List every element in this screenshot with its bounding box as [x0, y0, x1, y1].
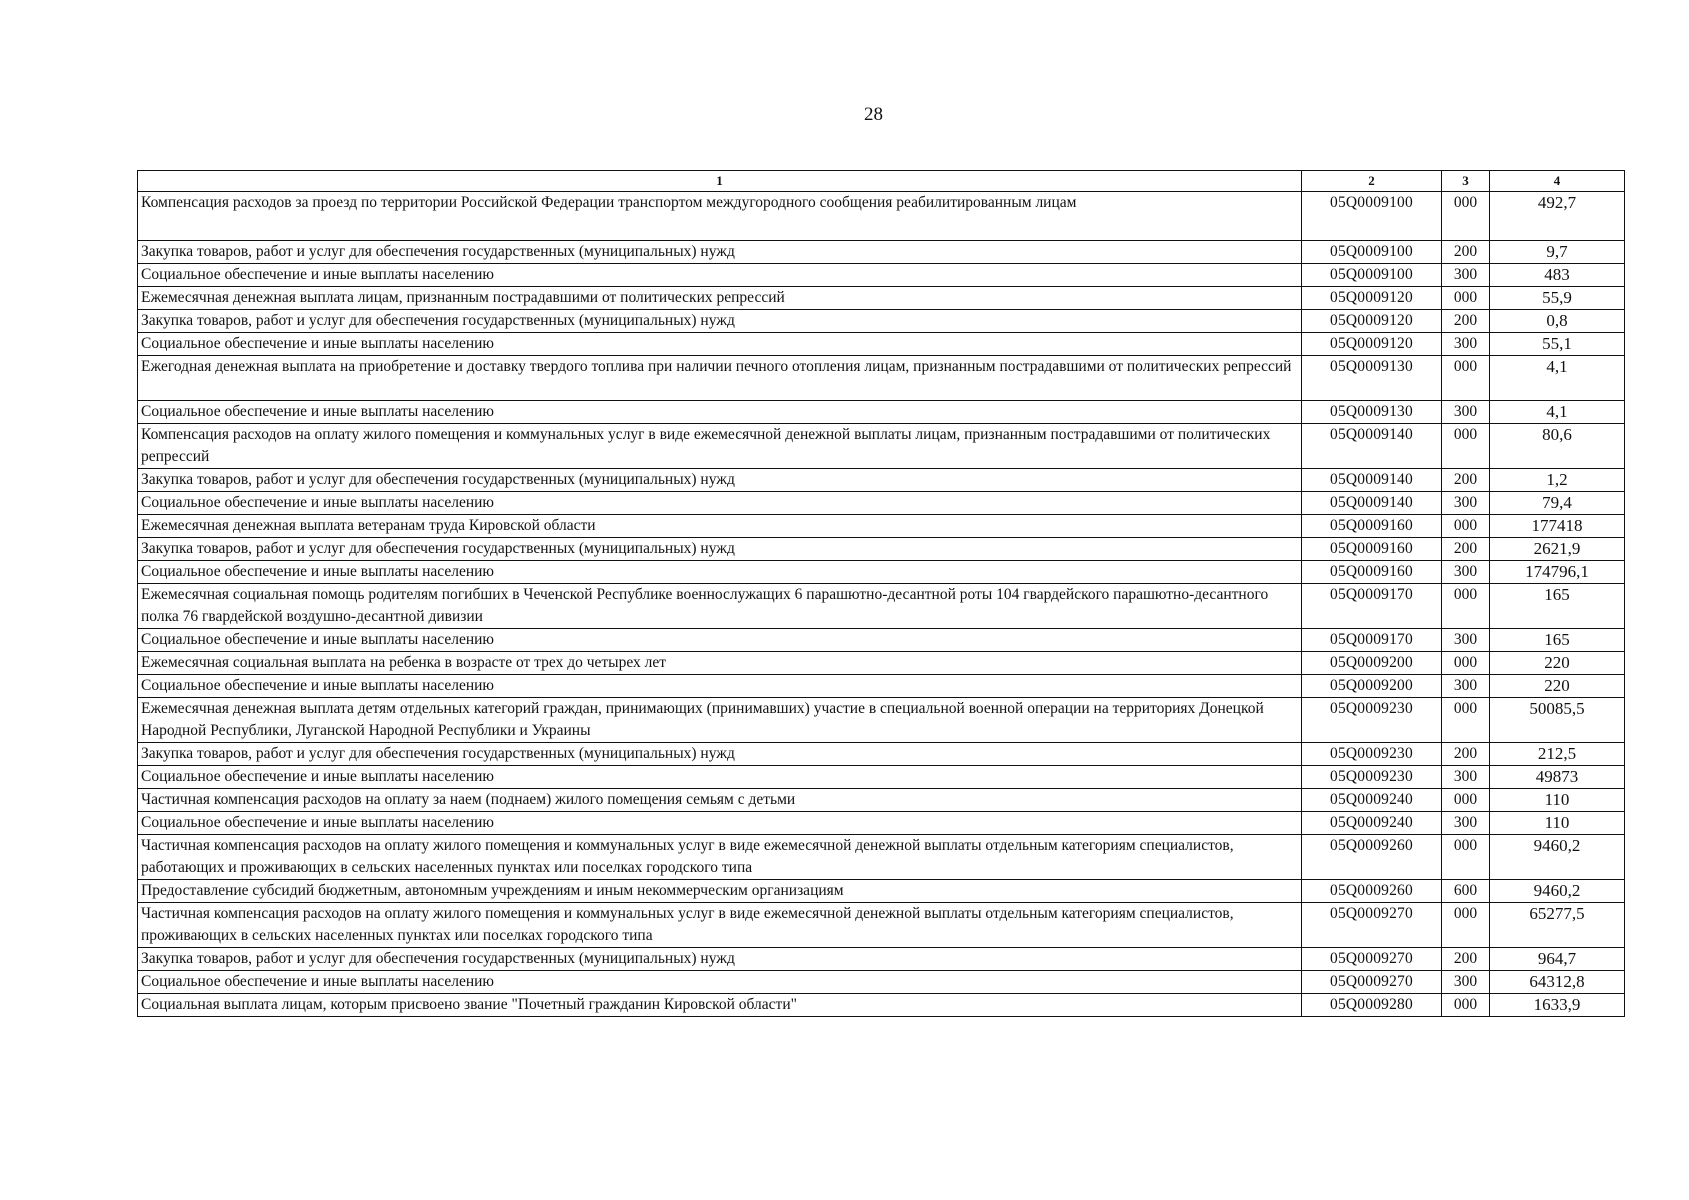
- page-number: 28: [864, 104, 883, 125]
- row-code-cell: 05Q0009100: [1302, 192, 1442, 241]
- row-name-cell: Закупка товаров, работ и услуг для обеспечения государственных (муниципальных) нужд: [138, 743, 1302, 766]
- row-sum-cell: 65277,5: [1490, 903, 1625, 948]
- row-name-cell: Социальное обеспечение и иные выплаты населению: [138, 401, 1302, 424]
- row-type-cell: 300: [1442, 766, 1490, 789]
- row-type-cell: 200: [1442, 241, 1490, 264]
- row-sum-cell: 964,7: [1490, 948, 1625, 971]
- row-type-cell: 000: [1442, 652, 1490, 675]
- row-code-cell: 05Q0009160: [1302, 538, 1442, 561]
- row-type-cell: 200: [1442, 310, 1490, 333]
- table-row: [138, 994, 1625, 1017]
- row-code-cell: 05Q0009120: [1302, 333, 1442, 356]
- row-name-cell: Компенсация расходов за проезд по территории Российской Федерации транспортом междугородного сообщения реабилитированным лицам: [138, 192, 1302, 241]
- row-sum-cell: 110: [1490, 789, 1625, 812]
- row-sum-cell: 220: [1490, 675, 1625, 698]
- header-cell-code: 2: [1302, 171, 1442, 192]
- header-cell-type: 3: [1442, 171, 1490, 192]
- header-row: [138, 171, 1625, 192]
- row-name-cell: Социальное обеспечение и иные выплаты населению: [138, 766, 1302, 789]
- row-sum-cell: 165: [1490, 584, 1625, 629]
- row-code-cell: 05Q0009140: [1302, 492, 1442, 515]
- row-code-cell: 05Q0009160: [1302, 515, 1442, 538]
- row-type-cell: 200: [1442, 469, 1490, 492]
- row-sum-cell: 177418: [1490, 515, 1625, 538]
- row-sum-cell: 483: [1490, 264, 1625, 287]
- row-name-cell: Социальное обеспечение и иные выплаты населению: [138, 812, 1302, 835]
- row-sum-cell: 4,1: [1490, 401, 1625, 424]
- row-sum-cell: 55,1: [1490, 333, 1625, 356]
- row-code-cell: 05Q0009200: [1302, 675, 1442, 698]
- row-type-cell: 000: [1442, 789, 1490, 812]
- row-code-cell: 05Q0009140: [1302, 424, 1442, 469]
- row-name-cell: Закупка товаров, работ и услуг для обеспечения государственных (муниципальных) нужд: [138, 469, 1302, 492]
- row-code-cell: 05Q0009280: [1302, 994, 1442, 1017]
- table-row: [138, 675, 1625, 698]
- table-row: [138, 401, 1625, 424]
- row-type-cell: 300: [1442, 812, 1490, 835]
- row-type-cell: 000: [1442, 835, 1490, 880]
- table-row: [138, 264, 1625, 287]
- row-code-cell: 05Q0009240: [1302, 789, 1442, 812]
- row-sum-cell: 0,8: [1490, 310, 1625, 333]
- table-row: [138, 241, 1625, 264]
- table-row: [138, 310, 1625, 333]
- row-code-cell: 05Q0009230: [1302, 743, 1442, 766]
- row-name-cell: Социальное обеспечение и иные выплаты населению: [138, 492, 1302, 515]
- row-name-cell: Закупка товаров, работ и услуг для обеспечения государственных (муниципальных) нужд: [138, 310, 1302, 333]
- row-name-cell: Частичная компенсация расходов на оплату жилого помещения и коммунальных услуг в виде ежемесячной денежной выплаты отдельным категориям специалистов, работающих и проживающих в сельских населенных пунктах или поселках городского типа: [138, 835, 1302, 880]
- row-code-cell: 05Q0009160: [1302, 561, 1442, 584]
- row-name-cell: Закупка товаров, работ и услуг для обеспечения государственных (муниципальных) нужд: [138, 948, 1302, 971]
- row-name-cell: Социальное обеспечение и иные выплаты населению: [138, 971, 1302, 994]
- row-sum-cell: 492,7: [1490, 192, 1625, 241]
- row-code-cell: 05Q0009260: [1302, 880, 1442, 903]
- table-row: [138, 192, 1625, 241]
- table-row: [138, 629, 1625, 652]
- row-sum-cell: 1,2: [1490, 469, 1625, 492]
- row-type-cell: 200: [1442, 538, 1490, 561]
- row-sum-cell: 110: [1490, 812, 1625, 835]
- row-name-cell: Социальная выплата лицам, которым присвоено звание "Почетный гражданин Кировской области": [138, 994, 1302, 1017]
- row-name-cell: Закупка товаров, работ и услуг для обеспечения государственных (муниципальных) нужд: [138, 241, 1302, 264]
- row-name-cell: Ежемесячная денежная выплата лицам, признанным пострадавшими от политических репрессий: [138, 287, 1302, 310]
- row-sum-cell: 50085,5: [1490, 698, 1625, 743]
- budget-table: [137, 170, 1625, 1017]
- row-sum-cell: 212,5: [1490, 743, 1625, 766]
- row-code-cell: 05Q0009170: [1302, 629, 1442, 652]
- table-row: [138, 356, 1625, 401]
- row-code-cell: 05Q0009270: [1302, 971, 1442, 994]
- row-type-cell: 000: [1442, 584, 1490, 629]
- table-row: [138, 971, 1625, 994]
- row-type-cell: 300: [1442, 629, 1490, 652]
- table-row: [138, 515, 1625, 538]
- table-row: [138, 835, 1625, 880]
- row-type-cell: 200: [1442, 743, 1490, 766]
- row-code-cell: 05Q0009140: [1302, 469, 1442, 492]
- row-sum-cell: 2621,9: [1490, 538, 1625, 561]
- row-code-cell: 05Q0009120: [1302, 287, 1442, 310]
- row-code-cell: 05Q0009130: [1302, 356, 1442, 401]
- row-type-cell: 000: [1442, 994, 1490, 1017]
- row-type-cell: 000: [1442, 287, 1490, 310]
- row-sum-cell: 165: [1490, 629, 1625, 652]
- row-name-cell: Ежемесячная социальная выплата на ребенка в возрасте от трех до четырех лет: [138, 652, 1302, 675]
- table-row: [138, 948, 1625, 971]
- row-code-cell: 05Q0009270: [1302, 948, 1442, 971]
- row-name-cell: Ежемесячная социальная помощь родителям погибших в Чеченской Республике военнослужащих 6 парашютно-десантной роты 104 гвардейского парашютно-десантного полка 76 гвардейской воздушно-десантной дивизии: [138, 584, 1302, 629]
- header-cell-name: 1: [138, 171, 1302, 192]
- row-code-cell: 05Q0009230: [1302, 766, 1442, 789]
- table-row: [138, 766, 1625, 789]
- table-row: [138, 789, 1625, 812]
- row-type-cell: 000: [1442, 424, 1490, 469]
- table-body: [138, 192, 1625, 1017]
- row-sum-cell: 4,1: [1490, 356, 1625, 401]
- row-type-cell: 200: [1442, 948, 1490, 971]
- row-sum-cell: 174796,1: [1490, 561, 1625, 584]
- row-code-cell: 05Q0009120: [1302, 310, 1442, 333]
- row-code-cell: 05Q0009260: [1302, 835, 1442, 880]
- row-code-cell: 05Q0009130: [1302, 401, 1442, 424]
- row-sum-cell: 49873: [1490, 766, 1625, 789]
- row-sum-cell: 64312,8: [1490, 971, 1625, 994]
- row-type-cell: 000: [1442, 192, 1490, 241]
- table-row: [138, 469, 1625, 492]
- row-name-cell: Предоставление субсидий бюджетным, автономным учреждениям и иным некоммерческим организациям: [138, 880, 1302, 903]
- row-code-cell: 05Q0009170: [1302, 584, 1442, 629]
- row-name-cell: Частичная компенсация расходов на оплату жилого помещения и коммунальных услуг в виде ежемесячной денежной выплаты отдельным категориям специалистов, проживающих в сельских населенных пунктах или поселках городского типа: [138, 903, 1302, 948]
- table-row: [138, 903, 1625, 948]
- row-name-cell: Социальное обеспечение и иные выплаты населению: [138, 264, 1302, 287]
- row-type-cell: 300: [1442, 264, 1490, 287]
- row-type-cell: 600: [1442, 880, 1490, 903]
- row-type-cell: 300: [1442, 333, 1490, 356]
- row-code-cell: 05Q0009200: [1302, 652, 1442, 675]
- row-name-cell: Ежемесячная денежная выплата ветеранам труда Кировской области: [138, 515, 1302, 538]
- row-sum-cell: 79,4: [1490, 492, 1625, 515]
- header-cell-sum: 4: [1490, 171, 1625, 192]
- table-row: [138, 652, 1625, 675]
- row-type-cell: 300: [1442, 492, 1490, 515]
- row-sum-cell: 220: [1490, 652, 1625, 675]
- row-code-cell: 05Q0009270: [1302, 903, 1442, 948]
- row-name-cell: Ежегодная денежная выплата на приобретение и доставку твердого топлива при наличии печного отопления лицам, признанным пострадавшими от политических репрессий: [138, 356, 1302, 401]
- table-row: [138, 584, 1625, 629]
- row-code-cell: 05Q0009230: [1302, 698, 1442, 743]
- row-type-cell: 000: [1442, 903, 1490, 948]
- row-name-cell: Социальное обеспечение и иные выплаты населению: [138, 561, 1302, 584]
- table-row: [138, 880, 1625, 903]
- table-row: [138, 333, 1625, 356]
- row-code-cell: 05Q0009100: [1302, 241, 1442, 264]
- row-sum-cell: 80,6: [1490, 424, 1625, 469]
- row-name-cell: Частичная компенсация расходов на оплату за наем (поднаем) жилого помещения семьям с детьми: [138, 789, 1302, 812]
- row-name-cell: Социальное обеспечение и иные выплаты населению: [138, 333, 1302, 356]
- row-name-cell: Ежемесячная денежная выплата детям отдельных категорий граждан, принимающих (принимавших) участие в специальной военной операции на территориях Донецкой Народной Республики, Луганской Народной Республики и Украины: [138, 698, 1302, 743]
- row-name-cell: Компенсация расходов на оплату жилого помещения и коммунальных услуг в виде ежемесячной денежной выплаты лицам, признанным пострадавшими от политических репрессий: [138, 424, 1302, 469]
- table-row: [138, 698, 1625, 743]
- table-row: [138, 812, 1625, 835]
- table-row: [138, 287, 1625, 310]
- row-type-cell: 300: [1442, 401, 1490, 424]
- row-sum-cell: 9460,2: [1490, 880, 1625, 903]
- row-type-cell: 000: [1442, 698, 1490, 743]
- row-name-cell: Социальное обеспечение и иные выплаты населению: [138, 675, 1302, 698]
- table-row: [138, 538, 1625, 561]
- row-code-cell: 05Q0009240: [1302, 812, 1442, 835]
- row-sum-cell: 1633,9: [1490, 994, 1625, 1017]
- row-name-cell: Социальное обеспечение и иные выплаты населению: [138, 629, 1302, 652]
- row-sum-cell: 9,7: [1490, 241, 1625, 264]
- table-row: [138, 492, 1625, 515]
- row-type-cell: 000: [1442, 356, 1490, 401]
- row-type-cell: 300: [1442, 675, 1490, 698]
- row-type-cell: 300: [1442, 971, 1490, 994]
- row-name-cell: Закупка товаров, работ и услуг для обеспечения государственных (муниципальных) нужд: [138, 538, 1302, 561]
- row-sum-cell: 55,9: [1490, 287, 1625, 310]
- table-row: [138, 424, 1625, 469]
- row-type-cell: 000: [1442, 515, 1490, 538]
- row-sum-cell: 9460,2: [1490, 835, 1625, 880]
- table-row: [138, 743, 1625, 766]
- row-code-cell: 05Q0009100: [1302, 264, 1442, 287]
- row-type-cell: 300: [1442, 561, 1490, 584]
- table-row: [138, 561, 1625, 584]
